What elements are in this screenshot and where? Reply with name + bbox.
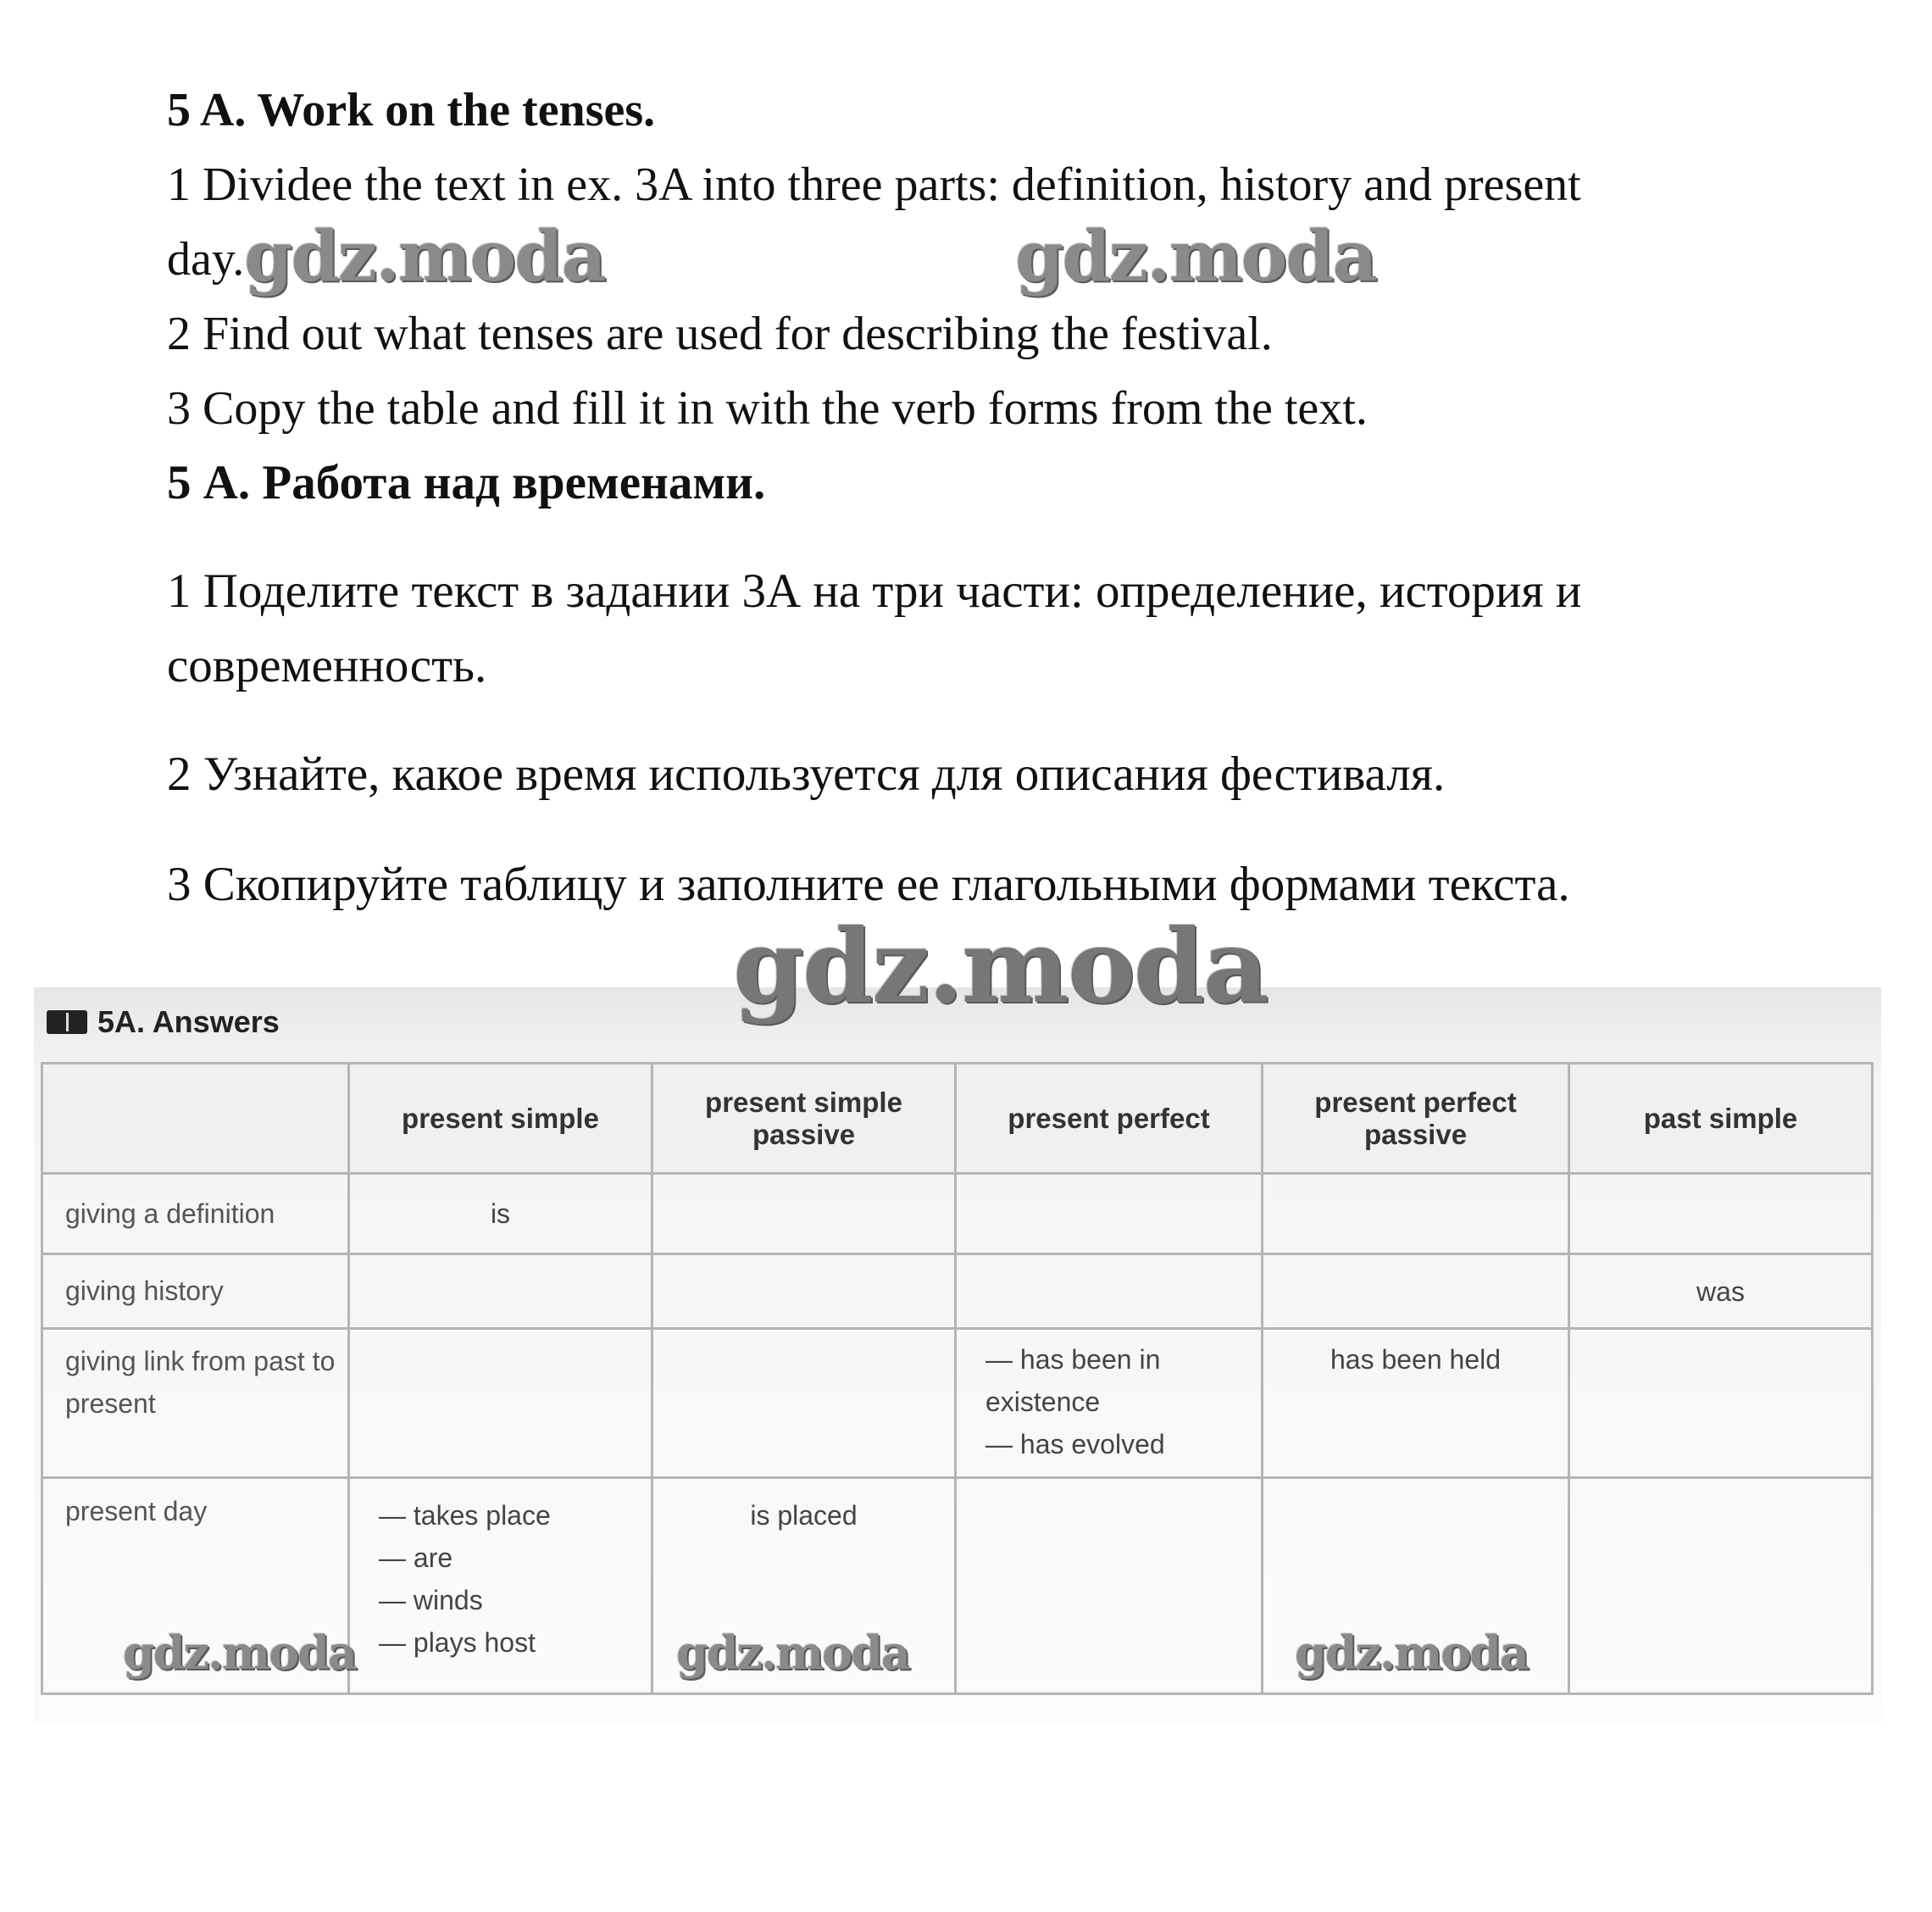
russian-item-3: 3 Скопируйте таблицу и заполните ее глагольными формами текста.: [167, 858, 1570, 911]
watermark: gdz.moda: [123, 1626, 356, 1680]
russian-item-1-line-2: современность.: [167, 639, 487, 692]
cell-item: has been held: [1330, 1344, 1502, 1375]
english-item-2: 2 Find out what tenses are used for describing the festival.: [167, 308, 1273, 360]
column-header-past-simple: past simple: [1569, 1064, 1873, 1174]
table-cell: [652, 1174, 956, 1254]
row-label: giving history: [42, 1254, 349, 1329]
column-header-present-simple: present simple: [349, 1064, 652, 1174]
watermark: gdz.moda: [676, 1626, 909, 1680]
book-icon: [47, 1010, 87, 1034]
cell-item: is: [490, 1198, 511, 1229]
column-header-present-perfect: present perfect: [956, 1064, 1263, 1174]
table-row: [42, 1254, 1873, 1329]
table-cell: [956, 1478, 1263, 1694]
english-item-1-line-2: day.: [167, 233, 245, 286]
answers-title-text: 5A. Answers: [97, 1004, 280, 1039]
watermark: gdz.moda: [1295, 1626, 1528, 1680]
answers-table: [41, 1062, 1874, 1695]
cell-item: was: [1696, 1276, 1745, 1307]
russian-heading: 5 А. Работа над временами.: [167, 456, 766, 509]
cell-item: — plays host: [379, 1627, 536, 1658]
table-cell: [1263, 1254, 1569, 1329]
table-cell: [349, 1254, 652, 1329]
table-cell: [349, 1174, 652, 1254]
table-cell: [652, 1254, 956, 1329]
table-header-row: [42, 1064, 1873, 1174]
russian-item-2: 2 Узнайте, какое время используется для описания фестиваля.: [167, 748, 1446, 801]
table-cell: [1569, 1174, 1873, 1254]
row-label: giving link from past to present: [42, 1329, 349, 1478]
cell-item: — takes place: [379, 1500, 551, 1531]
english-heading: 5 A. Work on the tenses.: [167, 84, 656, 136]
table-row: [42, 1174, 1873, 1254]
table-cell: [1569, 1329, 1873, 1478]
english-item-3: 3 Copy the table and fill it in with the verb forms from the text.: [167, 382, 1368, 435]
cell-item: — are: [379, 1542, 453, 1573]
cell-item: — winds: [379, 1585, 483, 1615]
cell-item: — has evolved: [985, 1429, 1165, 1459]
row-label: present day: [42, 1478, 349, 1694]
cell-item: is placed: [750, 1500, 858, 1531]
column-header-empty: [42, 1064, 349, 1174]
table-cell: [956, 1174, 1263, 1254]
table-cell: [956, 1329, 1263, 1478]
column-header-present-simple-passive: present simple passive: [652, 1064, 956, 1174]
watermark: gdz.moda: [1015, 216, 1376, 297]
table-cell: [1263, 1174, 1569, 1254]
russian-item-1-line-1: 1 Поделите текст в задании 3А на три части: определение, история и: [167, 564, 1582, 618]
table-row: [42, 1329, 1873, 1478]
cell-item: — has been in existence: [985, 1344, 1161, 1417]
watermark: gdz.moda: [244, 216, 605, 297]
table-cell: [1569, 1478, 1873, 1694]
table-cell: [956, 1254, 1263, 1329]
column-header-present-perfect-passive: present perfect passive: [1263, 1064, 1569, 1174]
watermark: gdz.moda: [733, 907, 1268, 1026]
english-item-1-line-1: 1 Dividee the text in ex. 3A into three parts: definition, history and present: [167, 158, 1581, 211]
row-label: giving a definition: [42, 1174, 349, 1254]
table-cell: [1263, 1329, 1569, 1478]
answers-title: [47, 1004, 280, 1040]
table-cell: [1569, 1254, 1873, 1329]
table-cell: [349, 1478, 652, 1694]
table-cell: [349, 1329, 652, 1478]
table-cell: [652, 1329, 956, 1478]
